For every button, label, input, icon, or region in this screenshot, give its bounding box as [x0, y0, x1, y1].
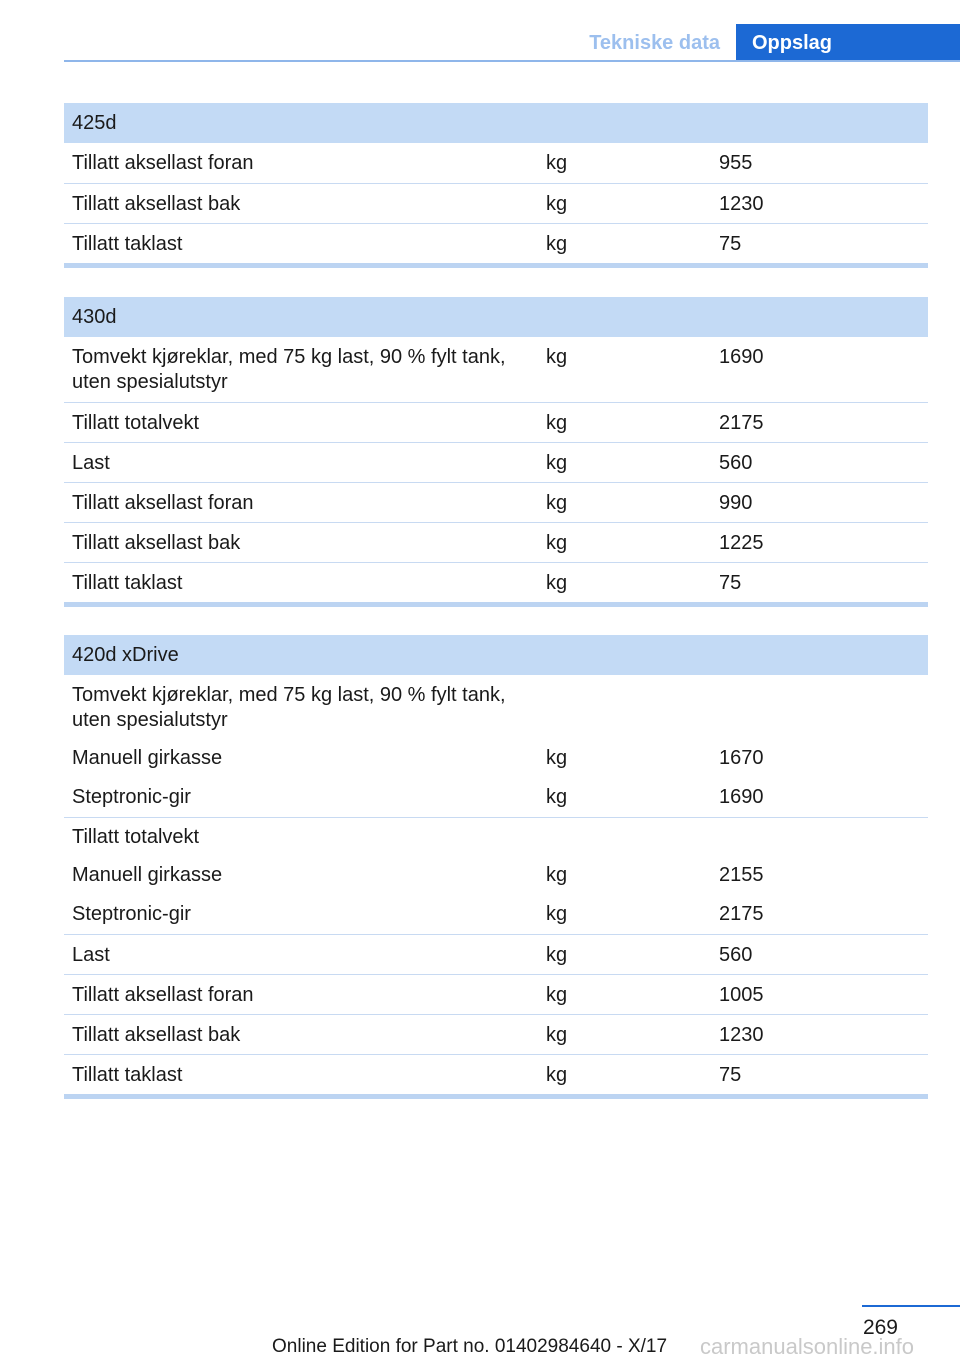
row-unit: kg: [546, 233, 568, 255]
header-divider: [64, 60, 960, 62]
row-unit: kg: [546, 492, 568, 514]
row-label: Tillatt totalvekt: [72, 826, 200, 848]
table-425d: [64, 103, 928, 268]
row-unit: kg: [546, 1024, 568, 1046]
row-label: Manuell girkasse: [72, 864, 223, 886]
page-number: 269: [862, 1316, 898, 1339]
row-label-line2: uten spesialutstyr: [72, 709, 228, 731]
table-420d-xdrive: [64, 635, 928, 1099]
watermark: carmanualsonline.info: [700, 1334, 915, 1359]
row-value: 955: [719, 152, 753, 174]
row-value: 560: [719, 452, 753, 474]
row-label: [64, 683, 546, 739]
row-unit: kg: [546, 346, 568, 368]
row-label: Tillatt aksellast bak: [72, 193, 241, 215]
row-label: Tillatt aksellast foran: [72, 492, 254, 514]
row-value: 1670: [719, 747, 764, 769]
table-row: [64, 402, 928, 442]
row-unit: kg: [546, 984, 568, 1006]
table-row: [64, 934, 928, 974]
table-title: 425d: [64, 103, 928, 143]
row-label: Tillatt totalvekt: [72, 412, 200, 434]
row-value: 1230: [719, 193, 764, 215]
row-value: 75: [719, 572, 742, 594]
row-label: Tillatt aksellast foran: [72, 984, 254, 1006]
table-row: [64, 183, 928, 223]
row-value: 2175: [719, 903, 764, 925]
row-label-line1: Tomvekt kjøreklar, med 75 kg last, 90 % fylt tank,: [72, 684, 506, 706]
table-row: [64, 856, 928, 895]
table-row: [64, 895, 928, 934]
row-value: 75: [719, 233, 742, 255]
table-row: [64, 143, 928, 183]
row-unit: kg: [546, 1064, 568, 1086]
row-value: 1005: [719, 984, 764, 1006]
table-row: [64, 739, 928, 778]
row-value: [719, 825, 928, 856]
row-label: Tillatt taklast: [72, 572, 183, 594]
row-unit: kg: [546, 903, 568, 925]
row-label: Manuell girkasse: [72, 747, 223, 769]
table-title: 430d: [64, 297, 928, 337]
row-unit: kg: [546, 786, 568, 808]
table-430d: [64, 297, 928, 607]
table-row: [64, 562, 928, 602]
row-label: Last: [72, 452, 110, 474]
row-value: 560: [719, 944, 753, 966]
table-row: [64, 1054, 928, 1094]
row-label: Steptronic-gir: [72, 786, 191, 808]
row-unit: kg: [546, 152, 568, 174]
row-unit: kg: [546, 193, 568, 215]
row-value: 2175: [719, 412, 764, 434]
row-value: 1225: [719, 532, 764, 554]
table-title: 420d xDrive: [64, 635, 928, 675]
row-unit: kg: [546, 532, 568, 554]
row-value: 1690: [719, 786, 764, 808]
table-row: [64, 442, 928, 482]
row-label: Tillatt aksellast foran: [72, 152, 254, 174]
row-label: [64, 345, 546, 402]
table-row: [64, 817, 928, 856]
row-unit: kg: [546, 944, 568, 966]
page-header: [0, 0, 960, 64]
row-unit: kg: [546, 747, 568, 769]
table-row: [64, 1014, 928, 1054]
row-label-line1: Tomvekt kjøreklar, med 75 kg last, 90 % fylt tank,: [72, 346, 506, 368]
table-row: [64, 482, 928, 522]
row-unit: kg: [546, 572, 568, 594]
footer-divider: [862, 1305, 960, 1307]
row-label-line2: uten spesialutstyr: [72, 371, 228, 393]
row-value: 1690: [719, 346, 764, 368]
row-label: Steptronic-gir: [72, 903, 191, 925]
row-unit: kg: [546, 864, 568, 886]
row-value: 1230: [719, 1024, 764, 1046]
table-row: [64, 778, 928, 817]
table-row: [64, 223, 928, 263]
tab-oppslag[interactable]: Oppslag: [736, 24, 960, 62]
row-label: Last: [72, 944, 110, 966]
row-label: Tillatt aksellast bak: [72, 1024, 241, 1046]
row-value: [719, 683, 928, 739]
table-row: [64, 337, 928, 402]
table-row: [64, 675, 928, 739]
row-label: Tillatt aksellast bak: [72, 532, 241, 554]
row-value: 2155: [719, 864, 764, 886]
row-unit: kg: [546, 412, 568, 434]
table-row: [64, 522, 928, 562]
row-unit: kg: [546, 452, 568, 474]
row-value: 75: [719, 1064, 742, 1086]
section-title[interactable]: Tekniske data: [589, 32, 720, 54]
row-label: Tillatt taklast: [72, 1064, 183, 1086]
row-value: 990: [719, 492, 753, 514]
row-unit: [546, 825, 719, 856]
edition-text: Online Edition for Part no. 01402984640 - X/17: [272, 1336, 668, 1357]
table-row: [64, 974, 928, 1014]
row-unit: [546, 683, 719, 739]
row-label: Tillatt taklast: [72, 233, 183, 255]
